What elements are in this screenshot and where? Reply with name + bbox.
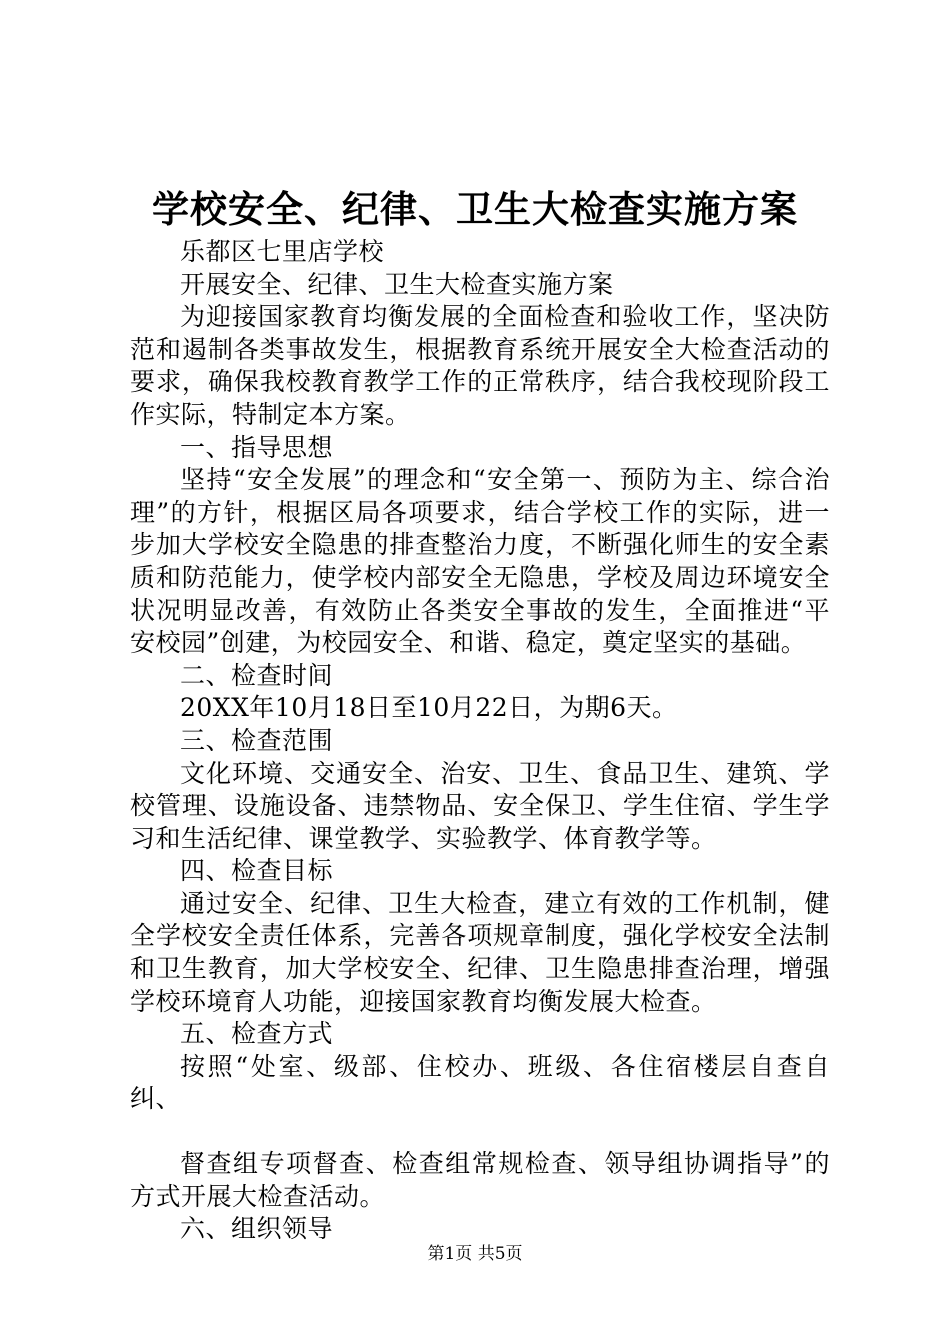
section-heading-5: 五、检查方式 [180,1019,334,1049]
section-1-paragraph: 坚持“安全发展”的理念和“安全第一、预防为主、综合治理”的方针，根据区局各项要求，结合学校工作的实际，进一步加大学校安全隐患的排查整治力度，不断强化师生的安全素质和防范能力，使学校内部安全无隐患，学校及周边环境安全状况明显改善，有效防止各类安全事故的发生，全面推进“平安校园”创建，为校园安全、和谐、稳定，奠定坚实的基础。 [130,465,830,658]
section-5-paragraph-part-1: 按照“处室、级部、住校办、班级、各住宿楼层自查自纠、 [130,1051,830,1114]
section-heading-6: 六、组织领导 [180,1214,334,1244]
section-2-paragraph: 20XX年10月18日至10月22日，为期6天。 [180,693,678,723]
section-5-paragraph-part-2: 督查组专项督查、检查组常规检查、领导组协调指导”的方式开展大检查活动。 [130,1149,830,1211]
section-3-paragraph: 文化环境、交通安全、治安、卫生、食品卫生、建筑、学校管理、设施设备、违禁物品、安全保卫、学生住宿、学生学习和生活纪律、课堂教学、实验教学、体育教学等。 [130,758,830,853]
section-4-paragraph: 通过安全、纪律、卫生大检查，建立有效的工作机制，健全学校安全责任体系，完善各项规章制度，强化学校安全法制和卫生教育，加大学校安全、纪律、卫生隐患排查治理，增强学校环境育人功能，迎接国家教育均衡发展大检查。 [130,888,830,1016]
section-heading-3: 三、检查范围 [180,725,334,755]
document-title: 学校安全、纪律、卫生大检查实施方案 [152,187,798,231]
section-heading-4: 四、检查目标 [180,856,334,886]
intro-paragraph: 为迎接国家教育均衡发展的全面检查和验收工作，坚决防范和遏制各类事故发生，根据教育系统开展安全大检查活动的要求，确保我校教育教学工作的正常秩序，结合我校现阶段工作实际，特制定本方案。 [130,302,830,429]
school-name: 乐都区七里店学校 [180,237,385,266]
section-heading-1: 一、指导思想 [180,432,334,462]
subtitle: 开展安全、纪律、卫生大检查实施方案 [180,269,614,299]
document-body [130,236,830,1246]
page-footer: 第1页 共5页 [427,1244,523,1264]
section-heading-2: 二、检查时间 [180,660,334,690]
